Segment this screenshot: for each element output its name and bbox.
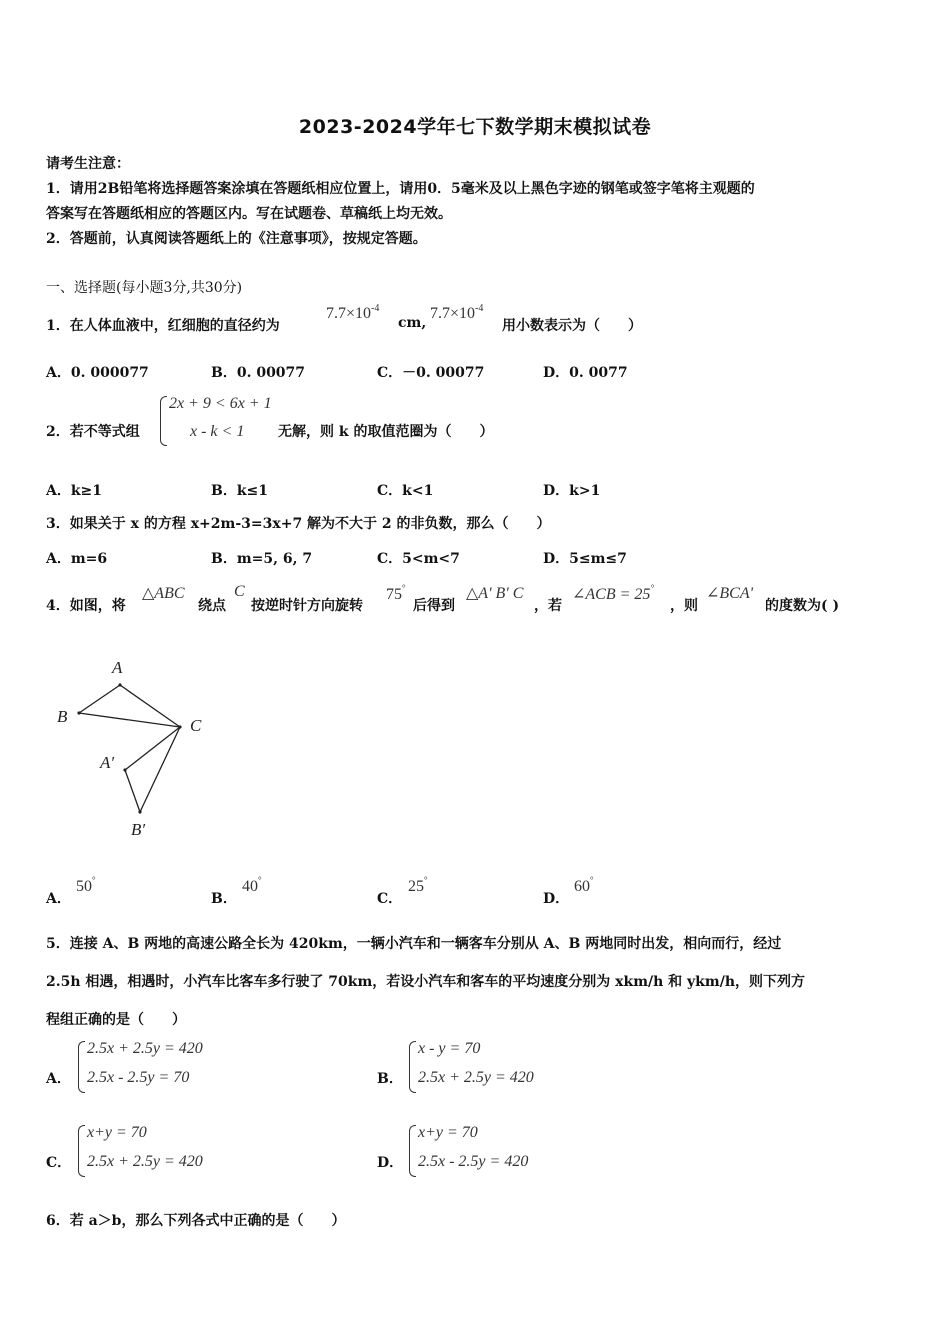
q5-option-b-letter: B．	[377, 1071, 403, 1087]
q1-option-d: D．0. 0077	[543, 365, 628, 381]
q5-option-c-eq2: 2.5x + 2.5y = 420	[87, 1153, 203, 1170]
q4-math-triangle-abc-prime: △A' B' C	[466, 585, 524, 602]
q1-suffix: 用小数表示为（ ）	[502, 318, 642, 334]
q4-text-4: 后得到	[413, 598, 455, 614]
label-a-prime: A′	[100, 753, 115, 772]
q2-option-b: B．k≤1	[211, 483, 269, 499]
q5-option-d-eq2: 2.5x - 2.5y = 420	[418, 1153, 529, 1170]
q4-option-d-value: 60°	[574, 875, 594, 895]
q4-text-5: ，若	[534, 598, 562, 614]
segment-a1b1	[125, 770, 140, 812]
q5-option-d-eq1: x+y = 70	[418, 1124, 478, 1141]
q1-option-b: B．0. 00077	[211, 365, 306, 381]
label-a: A	[112, 658, 123, 677]
q4-math-angle-75: 75°	[386, 583, 406, 603]
q2-inequality-2: x - k < 1	[190, 423, 245, 440]
q2-suffix: 无解，则 k 的取值范圈为（ ）	[278, 424, 494, 440]
q4-option-d-letter: D．	[543, 891, 570, 907]
notice-line-1b: 答案写在答题纸相应的答题区内。写在试题卷、草稿纸上均无效。	[46, 206, 452, 222]
q2-option-d: D．k>1	[543, 483, 601, 499]
q4-option-c-value: 25°	[408, 875, 428, 895]
q2-option-a: A．k≥1	[46, 483, 103, 499]
segment-ab	[79, 685, 120, 713]
section-heading: 一、选择题(每小题3分,共30分)	[46, 280, 243, 296]
q4-text-1: 4．如图，将	[46, 598, 126, 614]
segment-ac	[120, 685, 180, 727]
q5-option-d-letter: D．	[377, 1155, 404, 1171]
q2-option-c: C．k<1	[377, 483, 434, 499]
q2-prefix: 2．若不等式组	[46, 424, 140, 440]
q1-expr-b: $7.7\times 10^{-4}$	[430, 303, 484, 322]
q1-option-a: A．0. 000077	[46, 365, 149, 381]
segment-bc	[79, 713, 180, 727]
q4-text-7: 的度数为( )	[765, 598, 840, 614]
q5-option-a-letter: A．	[46, 1071, 71, 1087]
q5-option-c-brace	[78, 1125, 85, 1177]
q4-option-b-letter: B．	[211, 891, 237, 907]
q4-option-a-letter: A．	[46, 891, 71, 907]
segment-a1c	[125, 727, 180, 770]
q4-math-triangle-abc: △ABC	[142, 585, 185, 602]
q4-text-6: ，则	[670, 598, 698, 614]
q4-option-c-letter: C．	[377, 891, 403, 907]
q1-option-c: C．－0. 00077	[377, 365, 485, 381]
q1-unit: cm,	[398, 315, 427, 331]
label-c: C	[190, 716, 202, 735]
q5-option-c-eq1: x+y = 70	[87, 1124, 147, 1141]
q1-prefix: 1．在人体血液中，红细胞的直径约为	[46, 318, 280, 334]
q5-option-b-eq1: x - y = 70	[418, 1040, 481, 1057]
q3-option-a: A．m=6	[46, 551, 108, 567]
q6-text: 6．若 a＞b，那么下列各式中正确的是（ ）	[46, 1213, 346, 1229]
q5-option-c-letter: C．	[46, 1155, 72, 1171]
q4-math-point-c: C	[234, 583, 245, 600]
q5-option-a-eq1: 2.5x + 2.5y = 420	[87, 1040, 203, 1057]
q5-option-b-brace	[409, 1041, 416, 1093]
notice-line-1a: 1．请用2B铅笔将选择题答案涂填在答题纸相应位置上，请用0．5毫米及以上黑色字迹的钢笔或签字笔将主观题的	[46, 181, 755, 197]
q5-line-3: 程组正确的是（ ）	[46, 1012, 186, 1028]
notice-line-2: 2．答题前，认真阅读答题纸上的《注意事项》，按规定答题。	[46, 231, 427, 247]
q5-option-a-brace	[78, 1041, 85, 1093]
q2-brace	[160, 396, 167, 446]
segment-b1c	[140, 727, 180, 812]
q2-inequality-1: 2x + 9 < 6x + 1	[169, 395, 272, 412]
q3-text: 3．如果关于 x 的方程 x+2m-3=3x+7 解为不大于 2 的非负数，那么（ ）	[46, 516, 551, 532]
label-b: B	[57, 707, 68, 726]
q3-option-d: D．5≤m≤7	[543, 551, 627, 567]
q4-math-angle-acb: ∠ACB = 25°	[572, 583, 655, 603]
page-title: 2023-2024学年七下数学期末模拟试卷	[298, 116, 652, 138]
q3-option-b: B．m=5, 6, 7	[211, 551, 313, 567]
q5-option-d-brace	[409, 1125, 416, 1177]
q1-expr-a: $7.7\times 10^{-4}$	[326, 303, 380, 322]
q5-option-b-eq2: 2.5x + 2.5y = 420	[418, 1069, 534, 1086]
q5-line-2: 2.5h 相遇，相遇时，小汽车比客车多行驶了 70km，若设小汽车和客车的平均速度分别为 xkm/h 和 ykm/h，则下列方	[46, 974, 805, 990]
q5-line-1: 5．连接 A、B 两地的高速公路全长为 420km，一辆小汽车和一辆客车分别从 A、B 两地同时出发，相向而行，经过	[46, 936, 782, 952]
q4-text-3: 按逆时针方向旋转	[251, 598, 363, 614]
q4-option-b-value: 40°	[242, 875, 262, 895]
q5-option-a-eq2: 2.5x - 2.5y = 70	[87, 1069, 190, 1086]
q4-option-a-value: 50°	[76, 875, 96, 895]
q4-math-angle-bca: ∠BCA'	[706, 585, 754, 602]
q4-text-2: 绕点	[198, 598, 226, 614]
q3-option-c: C．5<m<7	[377, 551, 460, 567]
notice-heading: 请考生注意：	[46, 156, 130, 172]
q4-figure	[40, 650, 230, 850]
label-b-prime: B′	[131, 820, 146, 839]
